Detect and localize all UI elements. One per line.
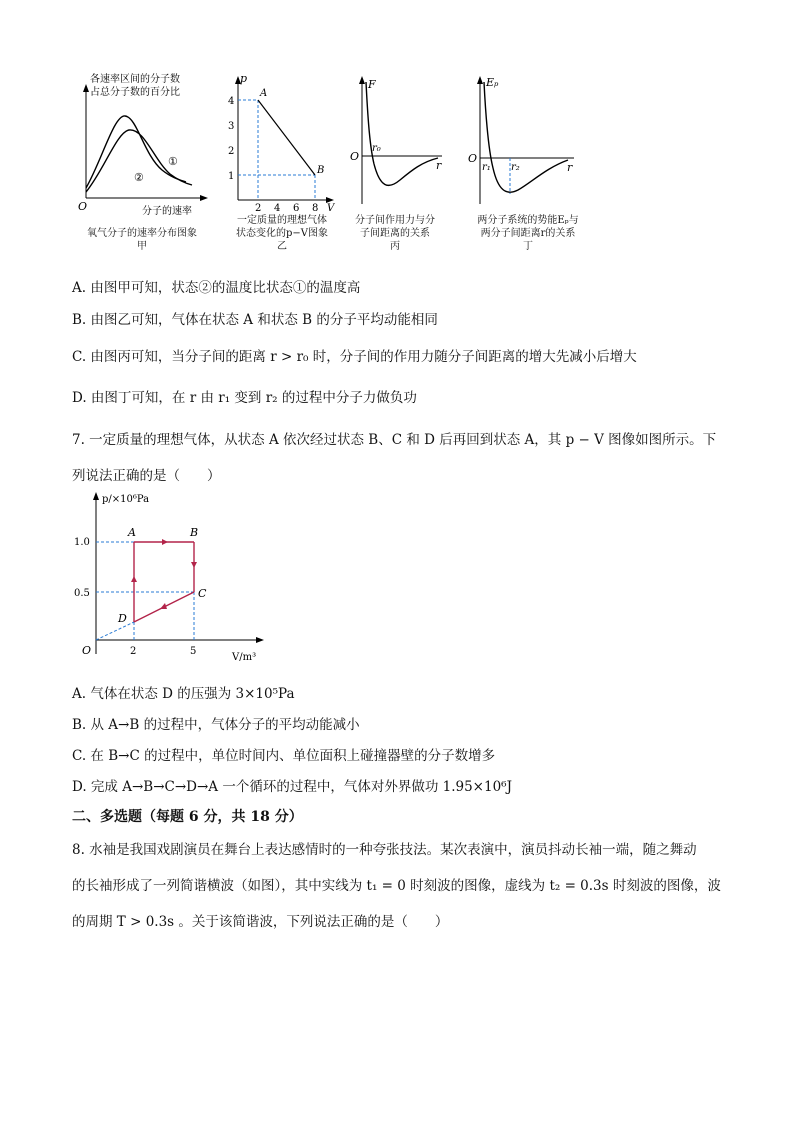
yi-ytick-1: 1 [228, 171, 235, 182]
q7-arrow-cd [160, 603, 167, 609]
q7-option-d: D. 完成 A→B→C→D→A 一个循环的过程中，气体对外界做功 1.95×10⁶J [72, 779, 512, 795]
q7-stem-line1: 7. 一定质量的理想气体，从状态 A 依次经过状态 B、C 和 D 后再回到状态 A，其 p − V 图像如图所示。下 [72, 432, 717, 448]
yi-caption-line2: 状态变化的p−V图象 [235, 228, 328, 239]
jia-x-arrow [200, 195, 208, 201]
jia-ylabel-line1: 各速率区间的分子数 [90, 74, 180, 85]
yi-caption-line1: 一定质量的理想气体 [237, 215, 327, 226]
ding-y-arrow [477, 76, 483, 84]
q7-ylabel: p/×10⁶Pa [102, 494, 150, 505]
bing-origin: O [350, 150, 360, 163]
q6-option-b: B. 由图乙可知，气体在状态 A 和状态 B 的分子平均动能相同 [72, 312, 438, 328]
q7-origin: O [82, 644, 92, 657]
yi-point-b: B [317, 165, 325, 176]
q7-point-d: D [118, 612, 127, 625]
bing-caption-line2: 子间距离的关系 [360, 228, 430, 239]
bing-caption [342, 214, 448, 253]
yi-ytick-4: 4 [228, 96, 235, 107]
q7-x-arrow [256, 637, 264, 643]
ding-ylabel: Eₚ [486, 76, 499, 89]
ding-xlabel: r [567, 161, 573, 174]
q7-xlabel: V/m³ [232, 652, 257, 663]
q6-option-c: C. 由图丙可知，当分子间的距离 r > r₀ 时，分子间的作用力随分子间距离的增大先减小后增大 [72, 349, 637, 365]
q7-xtick-2: 2 [130, 646, 137, 657]
q7-arrow-da [131, 576, 137, 582]
ding-caption-line1: 两分子系统的势能Eₚ与 [477, 215, 579, 226]
ding-curve [484, 82, 568, 192]
q7-arrow-ab [162, 539, 168, 545]
bing-curve [366, 82, 438, 185]
figure-ding [466, 72, 586, 212]
q8-line3: 的周期 T > 0.3s 。关于该简谐波，下列说法正确的是（ ） [72, 914, 449, 930]
yi-process-line [258, 100, 315, 175]
yi-ytick-3: 3 [228, 121, 235, 132]
q7-option-c: C. 在 B→C 的过程中，单位时间内、单位面积上碰撞器壁的分子数增多 [72, 748, 496, 764]
yi-caption-line3: 乙 [277, 241, 287, 252]
q8-line1: 8. 水袖是我国戏剧演员在舞台上表达感情时的一种夸张技法。某次表演中，演员抖动长袖一端，随之舞动 [72, 842, 697, 858]
section-multiple-choice-heading: 二、多选题（每题 6 分，共 18 分） [72, 809, 303, 825]
jia-caption-line2: 甲 [137, 241, 147, 252]
ding-r1: r₁ [482, 162, 491, 173]
ding-caption [462, 214, 594, 253]
yi-caption [222, 214, 342, 253]
q7-option-a: A. 气体在状态 D 的压强为 3×10⁵Pa [72, 686, 295, 702]
jia-origin: O [78, 200, 88, 213]
ding-r2: r₂ [511, 162, 520, 173]
yi-xtick-2: 2 [255, 203, 262, 212]
q7-xtick-5: 5 [190, 646, 197, 657]
q7-point-c: C [198, 587, 207, 600]
figure-jia [72, 70, 212, 220]
yi-xtick-8: 8 [312, 203, 319, 212]
figure-yi [222, 72, 342, 212]
bing-caption-line3: 丙 [390, 241, 400, 252]
q7-y-arrow [93, 492, 99, 500]
jia-caption-line1: 氧气分子的速率分布图象 [87, 228, 197, 239]
ding-caption-line2: 两分子间距离r的关系 [480, 228, 576, 239]
q7-ytick-05: 0.5 [74, 588, 90, 599]
ding-origin: O [468, 152, 478, 165]
bing-y-arrow [359, 76, 365, 84]
q7-stem-line2: 列说法正确的是（ ） [72, 468, 221, 484]
jia-y-arrow [83, 84, 89, 92]
bing-caption-line1: 分子间作用力与分 [355, 215, 435, 226]
q7-ytick-1: 1.0 [74, 537, 90, 548]
q8-line2: 的长袖形成了一列简谐横波（如图），其中实线为 t₁ = 0 时刻波的图像，虚线为 t₂ = 0.3s 时刻波的图像，波 [72, 878, 721, 894]
q7-option-b: B. 从 A→B 的过程中，气体分子的平均动能减小 [72, 717, 360, 733]
bing-r0: r₀ [372, 143, 381, 154]
jia-curve-label-2: ② [134, 171, 144, 184]
jia-curve-label-1: ① [168, 155, 178, 168]
yi-xtick-6: 6 [293, 203, 300, 212]
q7-point-a: A [128, 526, 136, 539]
yi-point-a: A [260, 88, 268, 99]
yi-ytick-2: 2 [228, 146, 235, 157]
jia-ylabel-line2: 占总分子数的百分比 [90, 87, 180, 98]
q7-arrow-bc [191, 562, 197, 568]
yi-xtick-4: 4 [274, 203, 281, 212]
jia-xlabel: 分子的速率 [142, 206, 192, 217]
q6-option-d: D. 由图丁可知，在 r 由 r₁ 变到 r₂ 的过程中分子力做负功 [72, 390, 417, 406]
q6-option-a: A. 由图甲可知，状态②的温度比状态①的温度高 [72, 280, 361, 296]
figure-bing [348, 72, 448, 212]
yi-xlabel: V [327, 203, 335, 212]
q7-point-b: B [190, 526, 199, 539]
q7-guide-origin-d [96, 622, 134, 640]
yi-ylabel: p [240, 72, 248, 85]
ding-caption-line3: 丁 [523, 241, 533, 252]
bing-ylabel: F [368, 78, 376, 91]
q7-pv-chart [72, 488, 272, 668]
jia-caption [72, 227, 212, 253]
bing-xlabel: r [436, 159, 442, 172]
